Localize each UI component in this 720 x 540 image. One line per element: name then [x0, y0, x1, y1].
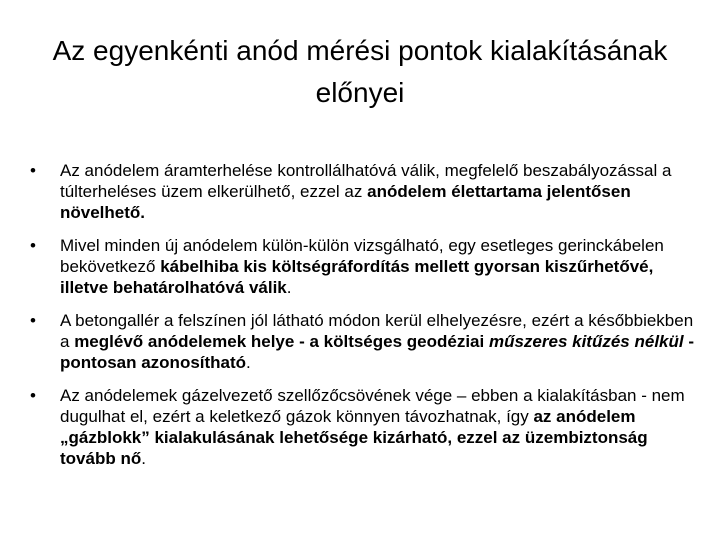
bullet-dot-icon: • [30, 236, 36, 255]
bullet-text-segment: . [141, 449, 146, 468]
bullet-dot-icon: • [30, 311, 36, 330]
bullet-text-emphasis: kábelhiba kis költségráfordítás mellett gyorsan kiszűrhetővé, illetve behatárolhatóvá válik [60, 257, 654, 297]
bullet-text-segment: Az anódelemek gázelvezető szellőzőcsövének vége – ebben a kialakításban - nem dugulhat el, ezért a keletkező gázok könnyen távozhatnak, így [60, 386, 685, 426]
bullet-text-segment: A betongallér a felszínen jól látható módon kerül elhelyezésre, ezért a későbbiekben a [60, 311, 694, 351]
bullet-dot-icon: • [30, 386, 36, 405]
slide-title-line-2: előnyei [315, 77, 405, 108]
bullet-item-3 [30, 310, 700, 373]
bullet-text-segment: Az anódelem áramterhelése kontrollálhatóvá válik, megfelelő beszabályozással a túlterheléses üzem elkerülhető, ezzel az [60, 161, 672, 201]
bullet-text-emphasis: az anódelem „gázblokk” kialakulásának lehetősége kizárható, ezzel az üzembiztonság tovább nő [60, 407, 648, 468]
bullet-item-1 [30, 160, 700, 223]
bullet-list [30, 160, 700, 481]
bullet-dot-icon: • [30, 161, 36, 180]
bullet-text [60, 311, 694, 372]
bullet-item-4 [30, 385, 700, 469]
bullet-text-segment: . [246, 353, 251, 372]
bullet-text-emphasis: meglévő anódelemek helye - a költséges geodéziai [74, 332, 489, 351]
slide-title [30, 30, 690, 114]
bullet-item-2 [30, 235, 700, 298]
bullet-text-segment: . [286, 278, 292, 297]
bullet-text [60, 236, 664, 297]
bullet-text [60, 161, 671, 222]
bullet-text-emphasis-italic: műszeres kitűzés nélkül [488, 332, 684, 351]
bullet-text-emphasis: - pontosan azonosítható [60, 332, 694, 372]
bullet-text-emphasis: anódelem élettartama jelentősen növelhető. [60, 182, 631, 222]
bullet-text-segment: Mivel minden új anódelem külön-külön vizsgálható, egy esetleges gerinckábelen bekövetkező [60, 236, 664, 276]
slide-title-line-1: Az egyenkénti anód mérési pontok kialakításának [52, 35, 668, 66]
bullet-text [60, 386, 685, 468]
